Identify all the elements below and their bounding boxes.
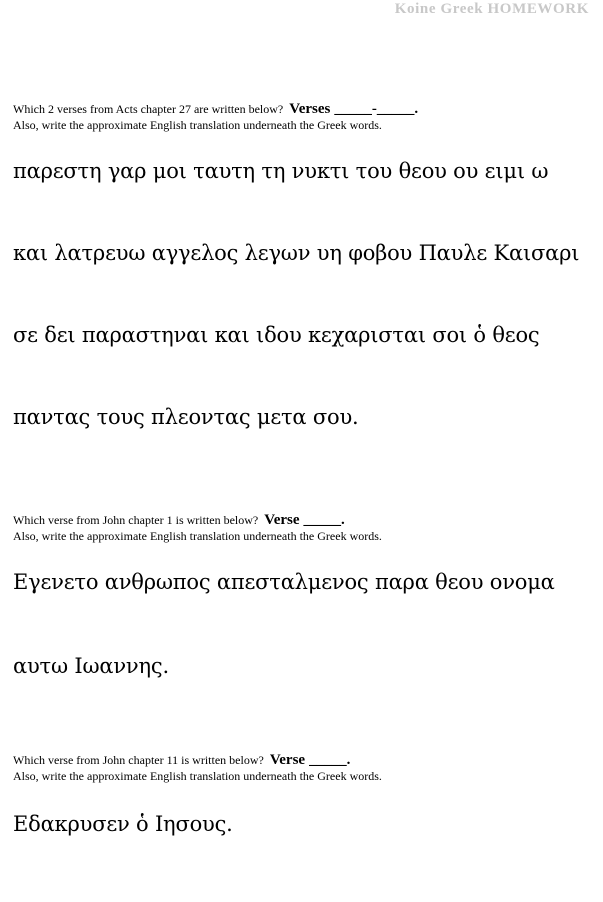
instruction-text: Also, write the approximate English translation underneath the Greek words. [13,529,382,543]
question-line [13,752,598,769]
question-acts-27 [13,101,598,132]
verse-label: Verse [264,512,300,528]
question-john-1 [13,512,598,543]
greek-line: Εγενετο ανθρωπος απεσταλμενος παρα θεου ονομα [13,570,555,594]
instruction-text: Also, write the approximate English translation underneath the Greek words. [13,769,382,783]
verse-answer-blank[interactable]: _____. [309,752,351,768]
greek-line: και λατρευω αγγελος λεγων υη φοβου Παυλε Καισαρι [13,241,580,265]
question-text: Which verse from John chapter 1 is written below? [13,513,259,527]
greek-line: παντας τους πλεοντας μετα σου. [13,405,359,429]
page-header-title: Koine Greek HOMEWORK [394,1,589,17]
greek-line: παρεστη γαρ μοι ταυτη τη νυκτι του θεου ου ειμι ω [13,159,549,183]
question-text: Which verse from John chapter 11 is written below? [13,753,264,767]
verse-label: Verse [269,752,306,768]
greek-line: Εδακρυσεν ὁ Ιησους. [13,812,233,836]
verse-answer-blank[interactable]: _____. [303,512,345,528]
verse-label: Verses [289,101,331,117]
question-text: Which 2 verses from Acts chapter 27 are written below? [13,102,284,116]
instruction-text: Also, write the approximate English translation underneath the Greek words. [13,118,382,132]
greek-line: αυτω Ιωαννης. [13,654,169,678]
question-line [13,101,598,118]
question-line [13,512,598,529]
verse-answer-blank[interactable]: _____-_____. [334,101,419,117]
question-john-11 [13,752,598,783]
greek-line: σε δει παραστηναι και ιδου κεχαρισται σοι ὁ θεος [13,323,540,347]
